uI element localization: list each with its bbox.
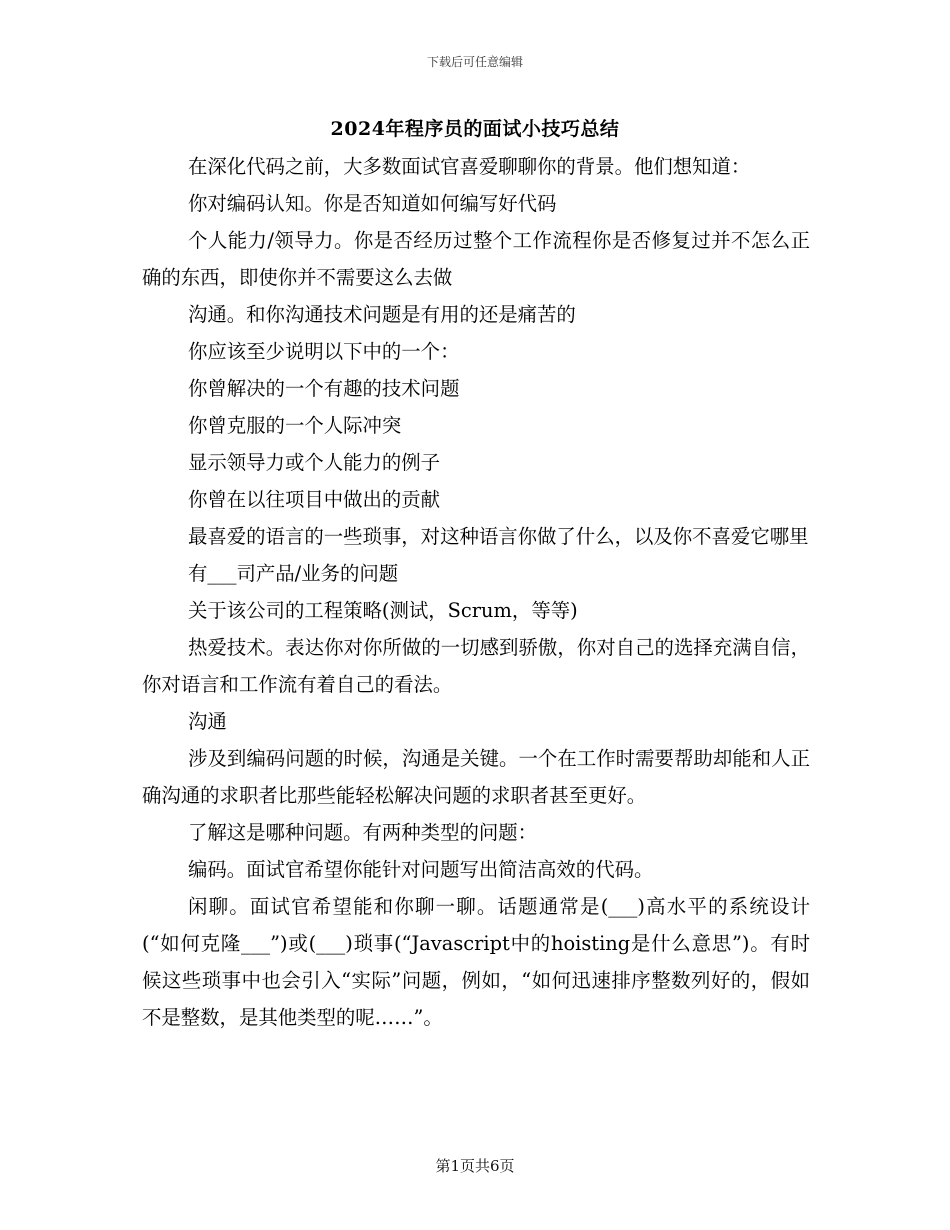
page-footer: 第1页共6页 (435, 1157, 515, 1175)
paragraph: 了解这是哪种问题。有两种类型的问题： (188, 821, 538, 844)
paragraph: 你曾克服的一个人际冲突 (188, 414, 402, 437)
paragraph: 显示领导力或个人能力的例子 (188, 451, 441, 474)
paragraph: 你曾在以往项目中做出的贡献 (188, 488, 441, 511)
paragraph: 热爱技术。表达你对你所做的一切感到骄傲，你对自己的选择充满自信，你对语言和工作流有着自己的看法。 (142, 636, 810, 696)
paragraph: 你应该至少说明以下中的一个： (188, 340, 460, 363)
paragraph: 个人能力/领导力。你是否经历过整个工作流程你是否修复过并不怎么正确的东西，即使你并不需要这么去做 (142, 229, 810, 289)
header-note: 下载后可任意编辑 (426, 55, 523, 69)
paragraph: 最喜爱的语言的一些琐事，对这种语言你做了什么，以及你不喜爱它哪里 (188, 525, 809, 548)
paragraph: 编码。面试官希望你能针对问题写出简洁高效的代码。 (188, 858, 654, 881)
paragraph: 涉及到编码问题的时候，沟通是关键。一个在工作时需要帮助却能和人正确沟通的求职者比那些能轻松解决问题的求职者甚至更好。 (142, 747, 810, 807)
paragraph: 你对编码认知。你是否知道如何编写好代码 (188, 192, 557, 215)
paragraph: 闲聊。面试官希望能和你聊一聊。话题通常是(___)高水平的系统设计(“如何克隆___”)或(___)琐事(“Javascript中的hoisting是什么意思”)。有时候这些琐事中也会引入“实际”问题，例如，“如何迅速排序整数列好的，假如不是整数，是其他类型的呢……”。 (142, 895, 810, 1029)
paragraph: 在深化代码之前，大多数面试官喜爱聊聊你的背景。他们想知道： (188, 155, 751, 178)
paragraph: 沟通 (188, 710, 227, 733)
document-title: 2024年程序员的面试小技巧总结 (330, 118, 620, 140)
paragraph: 关于该公司的工程策略(测试，Scrum，等等) (188, 599, 578, 622)
paragraph: 你曾解决的一个有趣的技术问题 (188, 377, 460, 400)
paragraph: 沟通。和你沟通技术问题是有用的还是痛苦的 (188, 303, 576, 326)
document-body (142, 148, 810, 1036)
paragraph: 有___司产品/业务的问题 (188, 562, 399, 585)
